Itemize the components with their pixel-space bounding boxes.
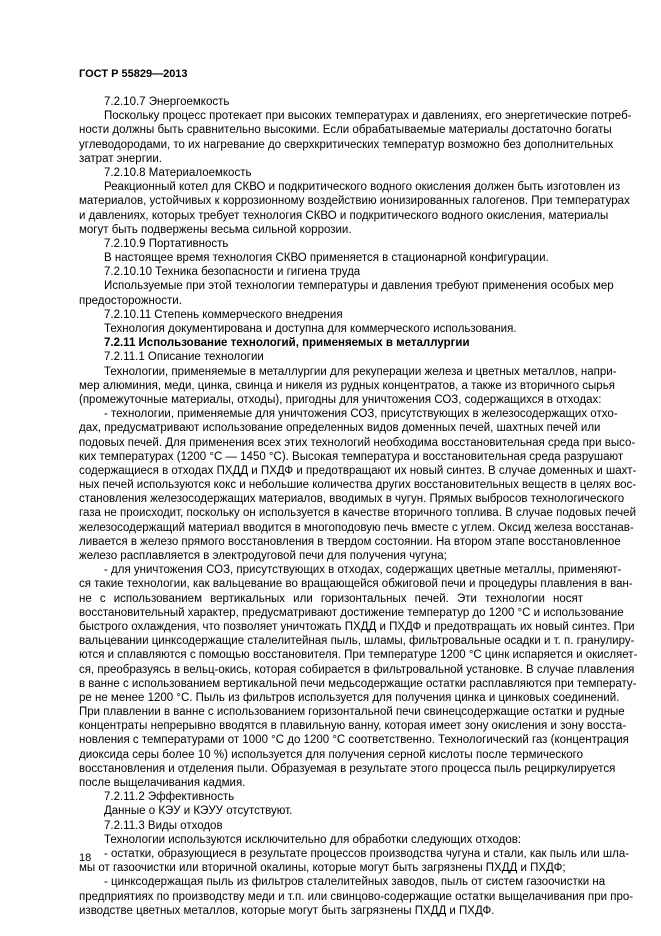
text-line: ности должны быть сравнительно высокими. Если обрабатываемые материалы достаточно богаты: [79, 124, 612, 137]
text-line: 7.2.10.11 Степень коммерческого внедрения: [104, 308, 343, 321]
text-line: железосодержащий материал вводится в многоподовую печь вместе с углем. Оксид железа восстанав-: [79, 521, 634, 534]
text-line: 7.2.10.7 Энергоемкость: [104, 96, 230, 108]
document-header: ГОСТ Р 55829—2013: [79, 68, 188, 80]
text-line: углеводородами, то их нагревание до сверхкритических температур возможно без дополнительных: [79, 138, 614, 151]
text-line: Технологии используются исключительно для обработки следующих отходов:: [104, 833, 522, 846]
text-line: 7.2.10.10 Техника безопасности и гигиена труда: [104, 266, 361, 279]
document-body: [79, 95, 638, 918]
text-line: изводстве цветных металлов, которые могут быть загрязнены ПХДД и ПХДФ.: [79, 904, 495, 917]
text-line: быстрого охлаждения, что позволяет уничтожать ПХДД и ПХДФ и предотвращать их новый синтез. При: [79, 620, 635, 633]
text-line: газа не происходит, поскольку он используется в качестве вторичного топлива. В случае подовых печей: [79, 507, 636, 520]
text-line: в ванне с использованием вертикальной печи медьсодержащие остатки расплавляются при температу-: [79, 677, 637, 690]
text-line: 7.2.11 Использование технологий, применяемых в металлургии: [104, 337, 470, 350]
text-line: Данные о КЭУ и КЭУУ отсутствуют.: [104, 805, 293, 818]
text-line: 7.2.10.8 Материалоемкость: [104, 166, 252, 179]
text-line: - для уничтожения СОЗ, присутствующих в отходах, содержащих цветные металлы, применяют-: [104, 564, 622, 577]
text-line: ся, преобразуясь в вельц-окись, которая собирается в фильтровальной установке. В случае плавления: [79, 663, 635, 676]
text-line: после выщелачивания кадмия.: [79, 777, 246, 789]
text-line: - остатки, образующиеся в результате процессов производства чугуна и стали, как пыль или шла-: [104, 847, 630, 860]
text-line: становления железосодержащих материалов, вводимых в чугун. Прямых выбросов технологического: [79, 493, 625, 506]
text-line: ливается в железо прямого восстановления в твердом состоянии. На втором этапе восстановленное: [79, 535, 621, 548]
text-line: 7.2.11.1 Описание технологии: [104, 351, 264, 364]
page-number: 18: [79, 852, 92, 864]
text-line: подовых печей. Для применения всех этих технологий необходима восстановительная среда при высо-: [79, 436, 636, 449]
text-line: новления с температурами от 1000 °С до 1200 °С соответственно. Технологический газ (концентрация: [79, 734, 629, 747]
text-line: Реакционный котел для СКВО и подкритического водного окисления должен быть изготовлен из: [104, 181, 621, 194]
text-line: Технологии, применяемые в металлургии для рекуперации железа и цветных металлов, напри-: [104, 365, 617, 378]
text-line: затрат энергии.: [79, 152, 162, 165]
text-line: В настоящее время технология СКВО применяется в стационарной конфигурации.: [104, 252, 549, 265]
text-line: дах, предусматривают использование определенных видов доменных печей, шахтных печей или: [79, 422, 601, 435]
text-line: концентраты непрерывно вводятся в плавильную ванну, которая имеет зону окисления и зону восста-: [79, 720, 627, 733]
text-line: содержащиеся в отходах ПХДД и ПХДФ и предотвращают их новый синтез. В случае доменных и шахт-: [79, 464, 637, 477]
text-line: диоксида серы более 10 %) используется для получения серной кислоты после термического: [79, 748, 583, 761]
text-line: - цинксодержащая пыль из фильтров сталелитейных заводов, пыль от систем газоочистки на: [104, 876, 606, 889]
text-line: железо расплавляется в электродуговой печи для получения чугуна;: [79, 550, 447, 562]
text-line: ре не менее 1200 °С. Пыль из фильтров используется для получения цинка и цинковых соединений.: [79, 691, 620, 704]
text-line: ся такие технологии, как вальцевание во вращающейся обжиговой печи и процедуры плавления в ван-: [79, 578, 633, 591]
text-line: не с использованием вертикальных или горизонтальных печей. Эти технологии носят: [79, 592, 583, 605]
text-line: Поскольку процесс протекает при высоких температурах и давлениях, его энергетические потреб-: [104, 110, 632, 123]
text-line: восстановительный характер, предусматривают достижение температур до 1200 °С и использование: [79, 606, 624, 619]
text-line: ных печей используются кокс и небольшие количества других восстановительных веществ в целях вос-: [79, 479, 637, 492]
text-line: 7.2.10.9 Портативность: [104, 237, 229, 250]
text-line: Используемые при этой технологии температуры и давления требуют применения особых мер: [104, 280, 614, 293]
text-line: восстановления и отделения пыли. Образуемая в результате этого процесса пыль рециркулируется: [79, 762, 616, 775]
text-line: предосторожности.: [79, 294, 182, 307]
text-line: ются и сплавляются с помощью восстановителя. При температуре 1200 °С цинк испаряется и окисляет-: [79, 649, 638, 662]
text-line: вальцевании цинксодержащие сталелитейная пыль, шламы, фильтровальные осадки и т. п. гранулиру-: [79, 635, 635, 648]
text-line: Технология документирована и доступна для коммерческого использования.: [104, 323, 517, 335]
text-line: материалов, устойчивых к коррозионному воздействию ионизированных галогенов. При температурах: [79, 195, 630, 208]
text-line: - технологии, применяемые для уничтожения СОЗ, присутствующих в железосодержащих отхо-: [104, 408, 618, 421]
text-line: При плавлении в ванне с использованием горизонтальной печи свинецсодержащие остатки и рудные: [79, 706, 625, 719]
text-line: ких температурах (1200 °С — 1450 °С). Высокая температура и восстановительная среда разрушают: [79, 450, 624, 463]
text-line: 7.2.11.2 Эффективность: [104, 791, 235, 804]
text-line: мы от газоочистки или вторичной окалины, которые могут быть загрязнены ПХДД и ПХДФ;: [79, 862, 566, 875]
text-line: могут быть подвержены весьма сильной коррозии.: [79, 223, 352, 236]
text-line: 7.2.11.3 Виды отходов: [104, 819, 223, 832]
text-line: и давлениях, которых требует технология СКВО и подкритического водного окисления, материалы: [79, 209, 609, 222]
text-line: мер алюминия, меди, цинка, свинца и никеля из рудных концентратов, а также из вторичного сырья: [79, 379, 615, 392]
text-line: предприятиях по производству меди и т.п. или свинцово-содержащие остатки выщелачивания при про-: [79, 890, 634, 903]
text-line: (промежуточные материалы, отходы), пригодны для уничтожения СОЗ, содержащихся в отходах:: [79, 393, 602, 406]
